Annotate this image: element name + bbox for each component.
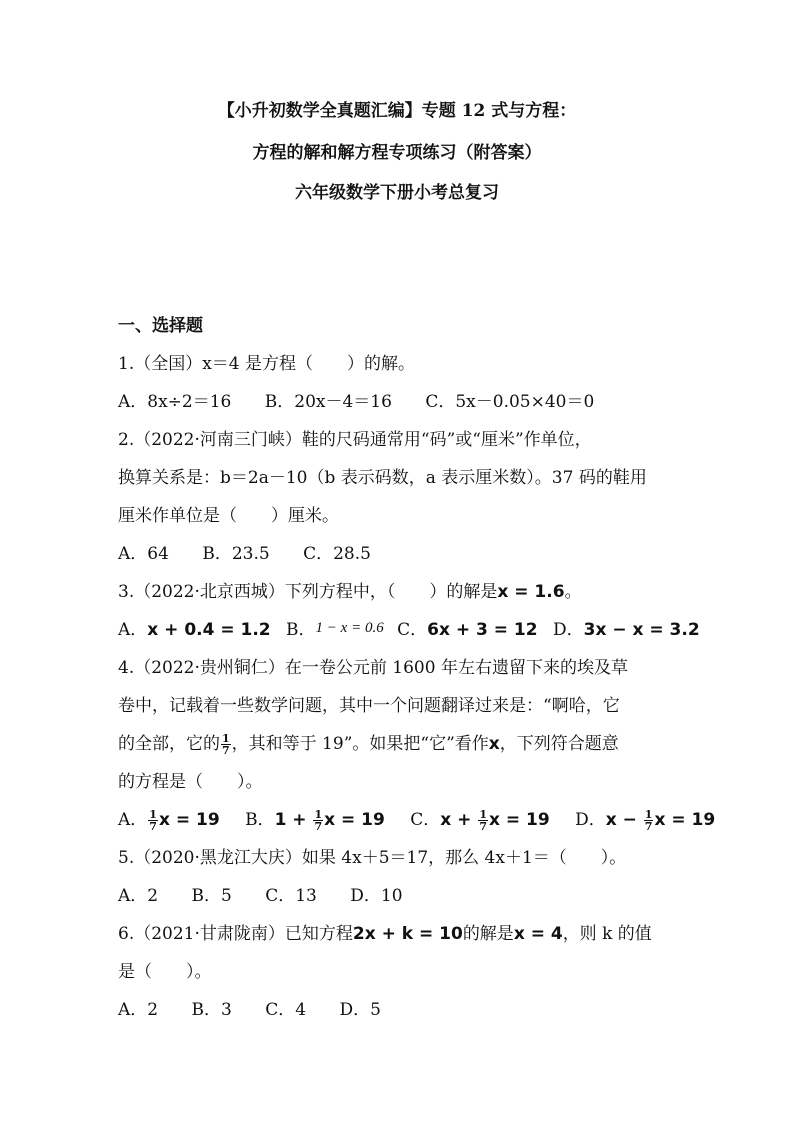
question-4-line-3-text-c: ，下列符合题意 [499, 734, 619, 754]
question-4-option-c [410, 808, 550, 833]
question-4-option-c-prefix: x + [440, 810, 478, 830]
question-3-option-a-label: A． [118, 620, 148, 640]
question-6-text-c: ，则 k 的值 [562, 924, 652, 944]
question-3-stem-end: 。 [564, 582, 582, 602]
question-4-line-4: 的方程是（ ）。 [118, 772, 263, 792]
question-5-option-c: C．13 [265, 886, 317, 906]
question-4-option-a [118, 808, 220, 833]
question-2-line-2: 换算关系是：b＝2a－10（b 表示码数，a 表示厘米数）。37 码的鞋用 [118, 468, 647, 488]
question-4-line-3 [118, 729, 678, 756]
fraction-numerator: 1 [149, 808, 157, 821]
fraction-denominator: 7 [149, 820, 157, 833]
question-6-line-1 [118, 919, 678, 944]
fraction-one-seventh [148, 809, 158, 832]
fraction-numerator: 1 [644, 808, 653, 821]
question-6-line-2: 是（ ）。 [118, 962, 212, 982]
section-heading: 一、选择题 [118, 316, 203, 336]
question-4-option-b-equation: x = 19 [324, 810, 385, 830]
question-4-option-b [245, 808, 385, 833]
question-4-option-d-equation: x = 19 [654, 810, 716, 830]
question-6-equation: 2x + k = 10 [352, 924, 463, 944]
question-3-option-c-equation: 6x + 3 = 12 [427, 620, 538, 640]
question-4-line-3-text-a: 的全部，它的 [118, 734, 220, 754]
question-1-options [118, 387, 678, 412]
question-4-line-1: 4.（2022·贵州铜仁）在一卷公元前 1600 年左右遗留下来的埃及草 [118, 658, 628, 678]
title-line-3: 六年级数学下册小考总复习 [295, 183, 499, 203]
fraction-numerator: 1 [314, 808, 323, 821]
fraction-denominator: 7 [644, 820, 653, 833]
question-3-stem-text: 3.（2022·北京西城）下列方程中，（ ）的解是 [118, 582, 498, 602]
question-4-variable: x [488, 734, 500, 754]
question-6-text-b: 的解是 [462, 924, 514, 944]
question-3-stem-equation: x = 1.6 [497, 582, 565, 602]
question-3-option-c-label: C． [397, 620, 428, 640]
question-6-options [118, 995, 678, 1020]
title-line-2: 方程的解和解方程专项练习（附答案） [252, 143, 542, 163]
question-2-option-c: C．28.5 [303, 544, 371, 564]
fraction-one-seventh [313, 809, 323, 832]
question-6-option-c: C．4 [265, 1000, 307, 1020]
question-2-line-3: 厘米作单位是（ ）厘米。 [118, 506, 339, 526]
question-4-line-3-text-b: ，其和等于 19”。如果把“它”看作 [231, 734, 489, 754]
question-6-option-b: B．3 [191, 1000, 232, 1020]
question-1-option-c: C．5x－0.05×40＝0 [425, 392, 595, 412]
question-3-stem [118, 577, 678, 602]
question-3-option-d-label: D． [552, 620, 584, 640]
question-5-options [118, 881, 678, 906]
question-5-option-b: B．5 [191, 886, 232, 906]
question-6-text-a: 6.（2021·甘肃陇南）已知方程 [118, 924, 353, 944]
question-2-option-a: A．64 [118, 544, 169, 564]
question-2-options [118, 539, 678, 564]
question-6-option-a: A．2 [118, 1000, 159, 1020]
question-3-option-b-equation: 1 − x = 0.6 [315, 620, 384, 636]
question-4-option-d-prefix: x − [605, 810, 643, 830]
question-2-option-b: B．23.5 [202, 544, 270, 564]
fraction-one-seventh [478, 809, 488, 832]
fraction-denominator: 7 [314, 820, 323, 833]
question-3-option-b-label: B． [286, 620, 316, 640]
question-4-line-2: 卷中，记载着一些数学问题，其中一个问题翻译过来是：“啊哈，它 [118, 696, 620, 716]
question-1-option-a: A．8x÷2＝16 [118, 392, 232, 412]
question-4-option-a-equation: x = 19 [158, 810, 220, 830]
question-4-option-d [575, 808, 716, 833]
question-5-stem: 5.（2020·黑龙江大庆）如果 4x＋5＝17，那么 4x＋1＝（ ）。 [118, 848, 627, 868]
question-6-solution: x = 4 [513, 924, 563, 944]
question-4-option-b-prefix: 1 + [274, 810, 313, 830]
question-4-option-b-label: B． [245, 810, 275, 830]
question-3-option-a-equation: x + 0.4 = 1.2 [147, 620, 271, 640]
question-4-option-c-equation: x = 19 [488, 810, 550, 830]
fraction-one-seventh [221, 733, 231, 756]
fraction-denominator: 7 [222, 744, 230, 757]
question-5-option-a: A．2 [118, 886, 159, 906]
question-4-option-a-label: A． [118, 810, 148, 830]
title-line-1: 【小升初数学全真题汇编】专题 12 式与方程： [217, 101, 577, 121]
question-4-options [118, 805, 716, 833]
question-6-option-d: D．5 [339, 1000, 381, 1020]
question-1-option-b: B．20x－4＝16 [264, 392, 392, 412]
fraction-one-seventh [644, 809, 654, 832]
question-4-option-c-label: C． [410, 810, 441, 830]
question-3-options [118, 615, 700, 640]
question-2-line-1: 2.（2022·河南三门峡）鞋的尺码通常用“码”或“厘米”作单位， [118, 430, 592, 450]
fraction-numerator: 1 [222, 732, 230, 745]
fraction-denominator: 7 [479, 820, 487, 833]
question-3-option-d-equation: 3x − x = 3.2 [583, 620, 700, 640]
question-5-option-d: D．10 [350, 886, 403, 906]
question-1-stem: 1.（全国）x＝4 是方程（ ）的解。 [118, 354, 416, 374]
question-4-option-d-label: D． [575, 810, 606, 830]
fraction-numerator: 1 [479, 808, 487, 821]
